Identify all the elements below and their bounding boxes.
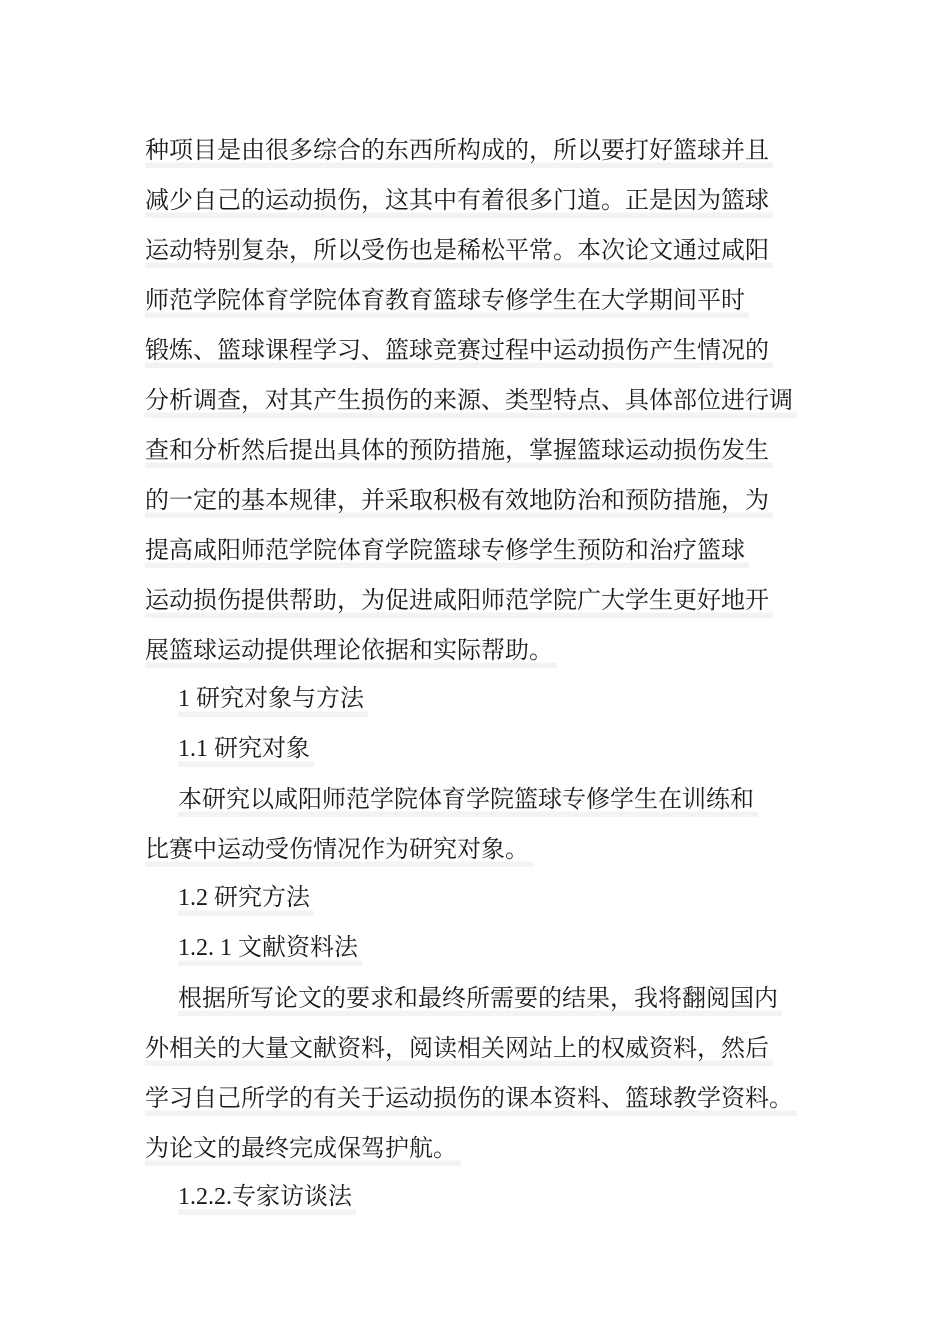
section-1-2-1-line-2: 外相关的大量文献资料，阅读相关网站上的权威资料，然后 (145, 1030, 773, 1066)
section-1-1-line-2: 比赛中运动受伤情况作为研究对象。 (145, 831, 533, 867)
intro-line-4: 师范学院体育学院体育教育篮球专修学生在大学期间平时 (145, 282, 749, 318)
section-1-2-1-heading: 1.2. 1 文献资料法 (178, 930, 362, 966)
intro-line-3: 运动特别复杂，所以受伤也是稀松平常。本次论文通过咸阳 (145, 232, 773, 268)
section-1-2-heading: 1.2 研究方法 (178, 880, 314, 916)
intro-line-6: 分析调查，对其产生损伤的来源、类型特点、具体部位进行调 (145, 382, 797, 418)
intro-line-5: 锻炼、篮球课程学习、篮球竞赛过程中运动损伤产生情况的 (145, 332, 773, 368)
intro-line-7: 查和分析然后提出具体的预防措施，掌握篮球运动损伤发生 (145, 432, 773, 468)
section-1-2-2-heading: 1.2.2.专家访谈法 (178, 1179, 356, 1215)
section-1-2-1-line-3: 学习自己所学的有关于运动损伤的课本资料、篮球教学资料。 (145, 1080, 797, 1116)
intro-line-11: 展篮球运动提供理论依据和实际帮助。 (145, 632, 557, 668)
section-1-2-1-line-1: 根据所写论文的要求和最终所需要的结果，我将翻阅国内 (178, 980, 782, 1016)
intro-line-10: 运动损伤提供帮助，为促进咸阳师范学院广大学生更好地开 (145, 582, 773, 618)
intro-line-1: 种项目是由很多综合的东西所构成的，所以要打好篮球并且 (145, 132, 773, 168)
section-1-heading: 1 研究对象与方法 (178, 681, 368, 717)
section-1-1-heading: 1.1 研究对象 (178, 731, 314, 767)
intro-line-2: 减少自己的运动损伤，这其中有着很多门道。正是因为篮球 (145, 182, 773, 218)
section-1-2-1-line-4: 为论文的最终完成保驾护航。 (145, 1130, 461, 1166)
intro-line-8: 的一定的基本规律，并采取积极有效地防治和预防措施，为 (145, 482, 773, 518)
section-1-1-line-1: 本研究以咸阳师范学院体育学院篮球专修学生在训练和 (178, 781, 758, 817)
intro-line-9: 提高咸阳师范学院体育学院篮球专修学生预防和治疗篮球 (145, 532, 749, 568)
